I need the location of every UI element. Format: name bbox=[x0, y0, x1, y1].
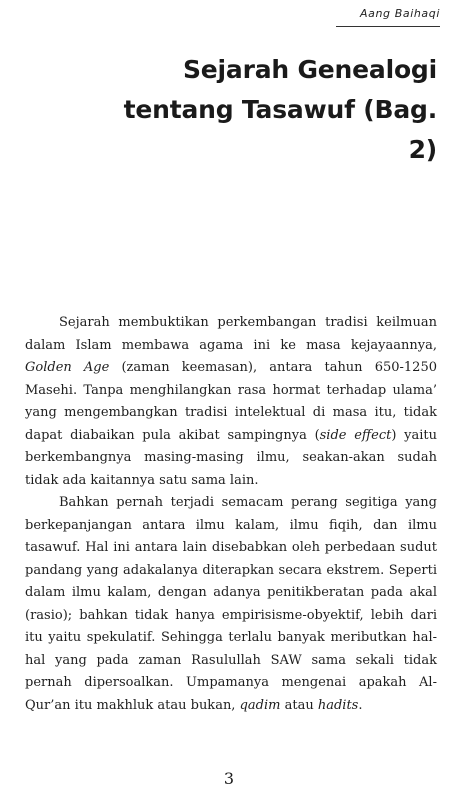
paragraph-2-text-a: Bahkan pernah terjadi semacam perang segitiga yang berkepanjangan antara ilmu kalam, ilmu fiqih, dan ilmu tasawuf. Hal ini antara lain disebabkan oleh perbedaan sudut pandang yang adakalanya diterapkan secara ekstrem. Seperti dalam ilmu kalam, dengan adanya penitikberatan pada akal (rasio); bahkan tidak hanya empirisisme-obyektif, lebih dari itu yaitu spekulatif. Sehingga terlalu banyak meributkan hal-hal yang pada zaman Rasulullah SAW sama sekali tidak pernah dipersoalkan. Umpamanya mengenai apakah Al-Qur’an itu makhluk atau bukan, bbox=[25, 495, 437, 713]
chapter-title-line-2: tentang Tasawuf (Bag. 2) bbox=[123, 95, 437, 164]
paragraph-1-text-c: ) yaitu berkembangnya masing-masing ilmu, seakan-akan sudah tidak ada kaitannya satu sama lain. bbox=[25, 427, 437, 488]
header-rule bbox=[336, 26, 440, 27]
paragraph-2-text-c: . bbox=[358, 697, 363, 713]
chapter-title-line-1: Sejarah Genealogi bbox=[182, 55, 437, 84]
paragraph-2 bbox=[25, 492, 437, 717]
running-header-author: Aang Baihaqi bbox=[359, 7, 440, 20]
page-number: 3 bbox=[223, 769, 235, 788]
paragraph-1-text-b: (zaman keemasan), antara tahun 650-1250 Masehi. Tanpa menghilangkan rasa hormat terhadap ulama’ yang mengembangkan tradisi intelektual di masa itu, tidak dapat diabaikan pula akibat sampingnya ( bbox=[25, 360, 438, 443]
paragraph-2-italic-hadits: hadits bbox=[317, 697, 359, 713]
paragraph-2-italic-qadim: qadim bbox=[239, 697, 281, 713]
paragraph-1-italic-side-effect: side effect bbox=[319, 427, 392, 443]
paragraph-1-text-a: Sejarah membuktikan perkembangan tradisi keilmuan dalam Islam membawa agama ini ke masa kejayaannya, bbox=[25, 315, 437, 353]
paragraph-2-text-b: atau bbox=[280, 697, 318, 713]
body-text bbox=[25, 312, 437, 717]
chapter-title bbox=[97, 50, 437, 170]
paragraph-1 bbox=[25, 312, 437, 492]
paragraph-1-italic-golden-age: Golden Age bbox=[25, 360, 110, 375]
